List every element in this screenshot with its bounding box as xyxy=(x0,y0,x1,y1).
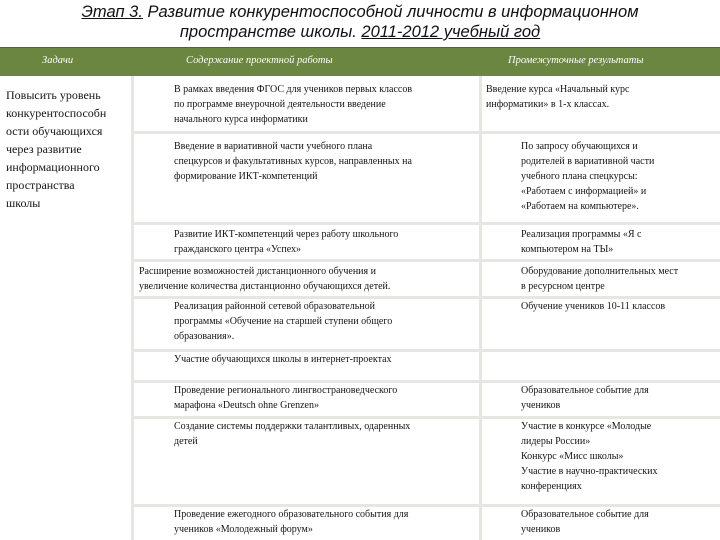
content-line: формирование ИКТ-компетенций xyxy=(174,171,318,182)
result-line: в ресурсном центре xyxy=(521,281,605,292)
result-line: Участие в научно-практических xyxy=(521,466,658,477)
content-line: спецкурсов и факультативных курсов, направленных на xyxy=(174,156,412,167)
result-line: Образовательное событие для xyxy=(521,385,649,396)
result-line: Образовательное событие для xyxy=(521,509,649,520)
table-body xyxy=(0,76,720,540)
task-line: пространства xyxy=(6,178,75,192)
result-cell xyxy=(482,134,720,222)
result-line: «Работаем с информацией» и xyxy=(521,186,647,197)
task-cell xyxy=(0,76,131,540)
content-line: программы «Обучение на старшей ступени общего xyxy=(174,316,393,327)
title-text-2: пространстве школы. xyxy=(179,23,362,41)
result-line: Реализация программы «Я с xyxy=(521,229,642,240)
result-cell xyxy=(482,262,720,296)
result-line: информатики» в 1-х классах. xyxy=(486,99,610,110)
task-line: информационного xyxy=(6,160,100,174)
task-line: школы xyxy=(6,196,41,210)
content-cell xyxy=(134,134,479,222)
result-line: Обучение учеников 10-11 классов xyxy=(521,301,666,312)
task-line: конкурентоспособн xyxy=(6,106,107,120)
content-cell xyxy=(134,76,479,131)
content-cell xyxy=(134,262,479,296)
result-line: учеников xyxy=(521,400,561,411)
content-line: марафона «Deutsch ohne Grenzen» xyxy=(174,400,319,411)
result-line: компьютером на ТЫ» xyxy=(521,244,614,255)
result-line: Оборудование дополнительных мест xyxy=(521,266,679,277)
result-cell xyxy=(482,507,720,540)
content-line: Введение в вариативной части учебного плана xyxy=(174,141,373,152)
task-line: через развитие xyxy=(6,142,82,156)
result-line: «Работаем на компьютере». xyxy=(521,201,639,212)
slide-title xyxy=(0,2,720,42)
content-line: гражданского центра «Успех» xyxy=(174,244,302,255)
result-cell xyxy=(482,352,720,380)
table-header xyxy=(0,47,720,76)
content-line: начального курса информатики xyxy=(174,114,308,125)
result-cell xyxy=(482,419,720,504)
result-line: родителей в вариативной части xyxy=(521,156,655,167)
content-line: увеличение количества дистанционно обучающихся детей. xyxy=(139,281,391,292)
title-year: 2011-2012 учебный год xyxy=(361,23,541,41)
title-text: Развитие конкурентоспособной личности в информационном xyxy=(142,3,639,21)
content-line: Развитие ИКТ-компетенций через работу школьного xyxy=(174,229,399,240)
content-cell xyxy=(134,299,479,349)
task-line: Повысить уровень xyxy=(6,88,101,102)
header-content: Содержание проектной работы xyxy=(186,55,333,66)
result-cell xyxy=(482,383,720,416)
content-line: Реализация районной сетевой образовательной xyxy=(174,301,375,312)
content-line: Участие обучающихся школы в интернет-проектах xyxy=(174,354,392,365)
result-line: учебного плана спецкурсы: xyxy=(521,171,638,182)
content-line: учеников «Молодежный форум» xyxy=(174,524,313,535)
title-line-2 xyxy=(0,22,720,42)
content-line: Расширение возможностей дистанционного обучения и xyxy=(139,266,376,277)
content-line: детей xyxy=(174,436,198,447)
result-line: По запросу обучающихся и xyxy=(521,141,638,152)
title-line-1 xyxy=(0,2,720,22)
result-cell xyxy=(482,76,720,131)
result-line: лидеры России» xyxy=(521,436,591,447)
result-line: учеников xyxy=(521,524,561,535)
result-line: конференциях xyxy=(521,481,582,492)
header-tasks: Задачи xyxy=(42,55,74,66)
result-line: Участие в конкурсе «Молодые xyxy=(521,421,652,432)
content-cell xyxy=(134,225,479,259)
result-cell xyxy=(482,299,720,349)
header-results: Промежуточные результаты xyxy=(508,55,644,66)
content-line: Проведение ежегодного образовательного события для xyxy=(174,509,409,520)
content-cell xyxy=(134,383,479,416)
content-cell xyxy=(134,419,479,504)
content-line: Создание системы поддержки талантливых, одаренных xyxy=(174,421,411,432)
result-line: Введение курса «Начальный курс xyxy=(486,84,630,95)
content-cell xyxy=(134,352,479,380)
content-line: В рамках введения ФГОС для учеников первых классов xyxy=(174,84,413,95)
result-cell xyxy=(482,225,720,259)
result-line: Конкурс «Мисс школы» xyxy=(521,451,624,462)
title-stage: Этап 3. xyxy=(81,3,143,21)
task-line: ости обучающихся xyxy=(6,124,103,138)
content-line: образования». xyxy=(174,331,235,342)
content-line: Проведение регионального лингвострановедческого xyxy=(174,385,398,396)
content-cell xyxy=(134,507,479,540)
content-line: по программе внеурочной деятельности введение xyxy=(174,99,386,110)
